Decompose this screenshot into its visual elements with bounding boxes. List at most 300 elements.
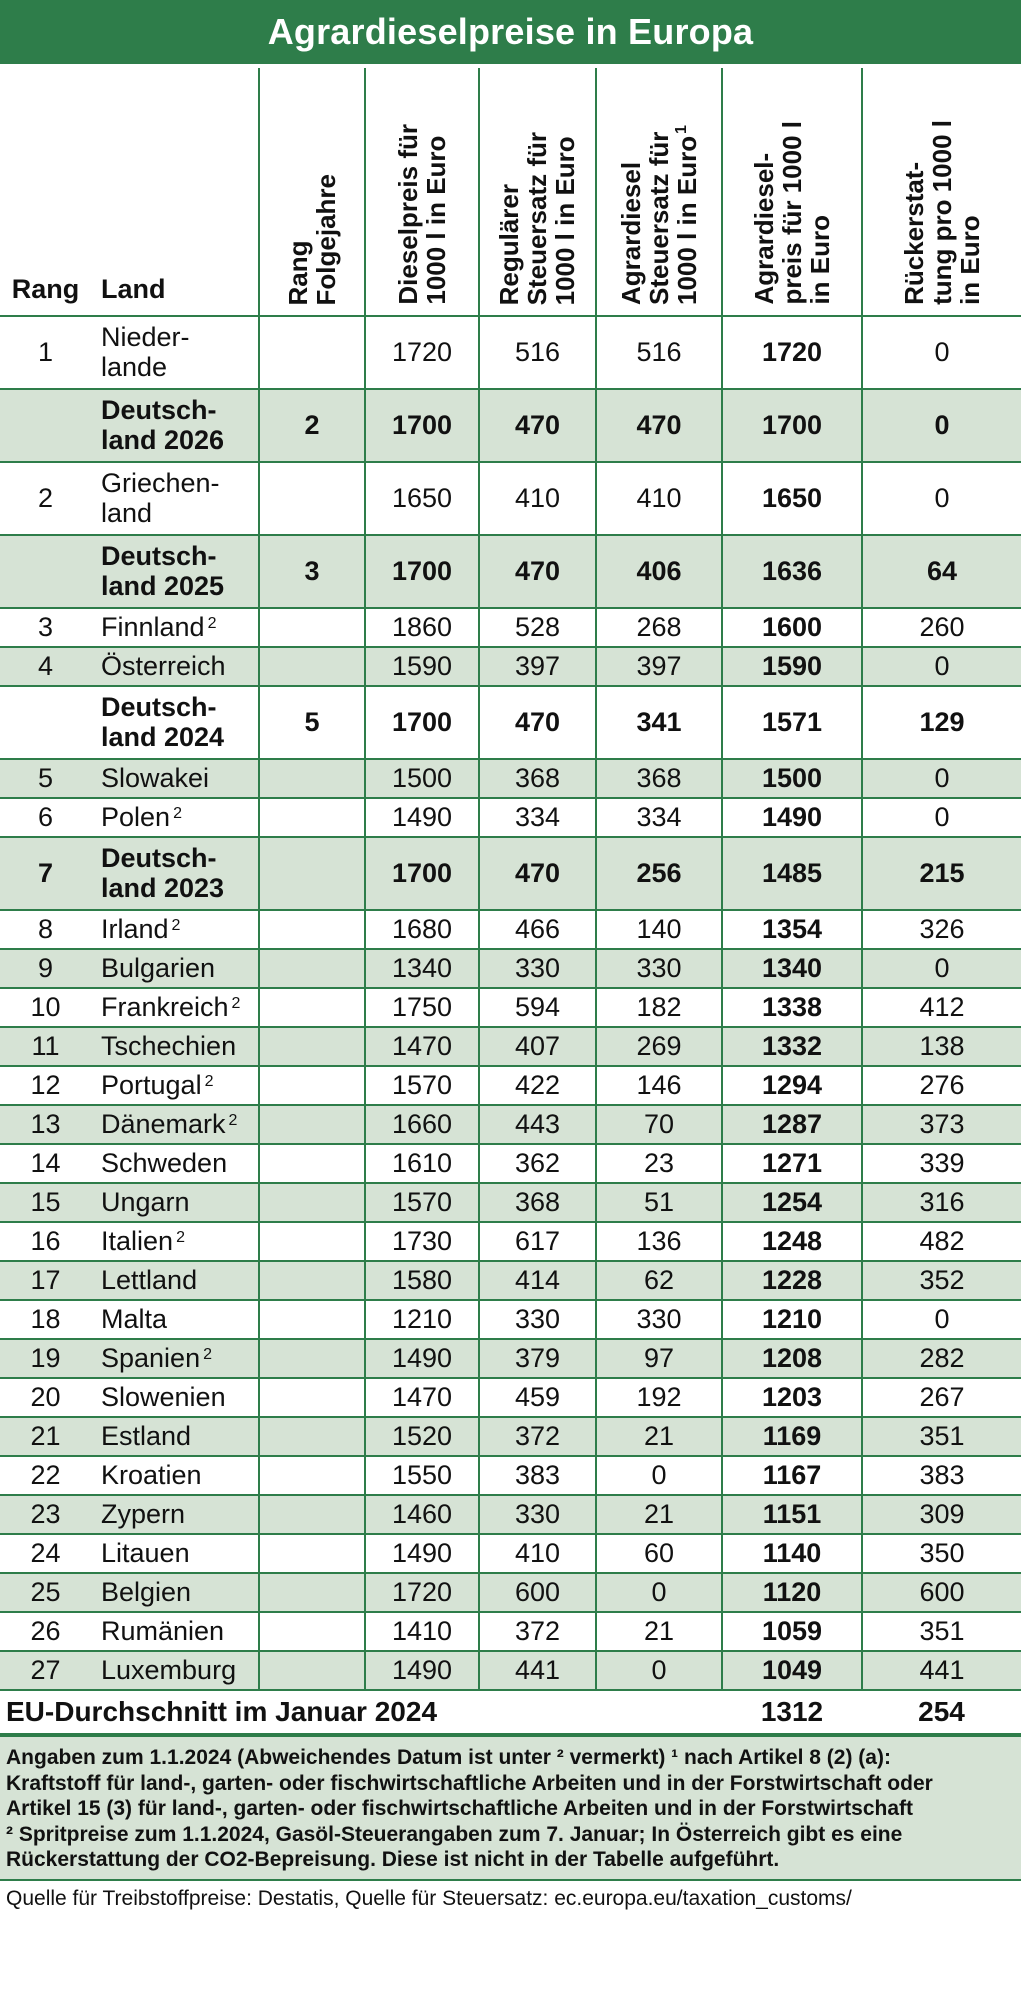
table-row [0, 759, 1021, 798]
footnote-line: Rückerstattung der CO2-Bepreisung. Diese ist nicht in der Tabelle aufgeführt. [6, 1848, 780, 1872]
table-row [0, 316, 1021, 389]
cell-regulaerer-steuersatz: 383 [479, 1456, 596, 1495]
table-row [0, 462, 1021, 535]
cell-regulaerer-steuersatz: 470 [479, 389, 596, 462]
cell-rueckerstattung: 0 [862, 949, 1021, 988]
footnote-line: Angaben zum 1.1.2024 (Abweichendes Datum ist unter ² vermerkt) ¹ nach Artikel 8 (2) (a): [6, 1746, 891, 1769]
header-dieselpreis: Dieselpreis für 1000 l in Euro [365, 68, 479, 316]
cell-rang-folgejahre [259, 988, 365, 1027]
cell-agrardieselpreis: 1271 [722, 1144, 862, 1183]
cell-regulaerer-steuersatz: 368 [479, 1183, 596, 1222]
header-rang-folgejahre: Rang Folgejahre [259, 68, 365, 316]
cell-land: Kroatien [91, 1456, 259, 1495]
table-row [0, 1495, 1021, 1534]
cell-land: Malta [91, 1300, 259, 1339]
cell-land: Spanien $^2$ [91, 1339, 259, 1378]
cell-agrardiesel-steuersatz: 21 [596, 1417, 722, 1456]
cell-dieselpreis: 1500 [365, 759, 479, 798]
cell-rang: 14 [0, 1144, 91, 1183]
cell-regulaerer-steuersatz: 600 [479, 1573, 596, 1612]
cell-agrardiesel-steuersatz: 70 [596, 1105, 722, 1144]
header-agrardiesel-steuersatz: Agrardiesel Steuersatz für 1000 l in Euro$^1$ [596, 68, 722, 316]
footnote-line: Kraftstoff für land-, garten- oder fischwirtschaftliche Arbeiten und in der Forstwirtschaft oder [6, 1771, 933, 1795]
cell-agrardieselpreis: 1287 [722, 1105, 862, 1144]
table-row [0, 1339, 1021, 1378]
cell-dieselpreis: 1700 [365, 837, 479, 910]
cell-rueckerstattung: 282 [862, 1339, 1021, 1378]
cell-dieselpreis: 1660 [365, 1105, 479, 1144]
table-row [0, 837, 1021, 910]
cell-rang-folgejahre [259, 949, 365, 988]
cell-rang-folgejahre: 5 [259, 686, 365, 759]
cell-rang: 22 [0, 1456, 91, 1495]
cell-agrardieselpreis: 1169 [722, 1417, 862, 1456]
cell-dieselpreis: 1700 [365, 389, 479, 462]
page-title: Agrardieselpreise in Europa [0, 0, 1021, 68]
cell-rueckerstattung: 373 [862, 1105, 1021, 1144]
header-rueckerstattung: Rückerstat- tung pro 1000 l in Euro [862, 68, 1021, 316]
cell-rang-folgejahre [259, 1261, 365, 1300]
cell-agrardiesel-steuersatz: 406 [596, 535, 722, 608]
cell-agrardiesel-steuersatz: 62 [596, 1261, 722, 1300]
cell-regulaerer-steuersatz: 617 [479, 1222, 596, 1261]
cell-land: Deutsch- land 2025 [91, 535, 259, 608]
cell-regulaerer-steuersatz: 407 [479, 1027, 596, 1066]
cell-rueckerstattung: 482 [862, 1222, 1021, 1261]
cell-rueckerstattung: 351 [862, 1417, 1021, 1456]
cell-rueckerstattung: 0 [862, 389, 1021, 462]
cell-regulaerer-steuersatz: 410 [479, 1534, 596, 1573]
table-row [0, 949, 1021, 988]
cell-dieselpreis: 1700 [365, 535, 479, 608]
diesel-price-table [0, 68, 1021, 1737]
cell-agrardiesel-steuersatz: 146 [596, 1066, 722, 1105]
eu-average-label: EU-Durchschnitt im Januar 2024 [0, 1690, 722, 1735]
cell-land: Litauen [91, 1534, 259, 1573]
table-row [0, 608, 1021, 647]
cell-agrardiesel-steuersatz: 470 [596, 389, 722, 462]
cell-dieselpreis: 1580 [365, 1261, 479, 1300]
cell-regulaerer-steuersatz: 372 [479, 1612, 596, 1651]
cell-dieselpreis: 1730 [365, 1222, 479, 1261]
cell-rang-folgejahre [259, 910, 365, 949]
cell-agrardiesel-steuersatz: 0 [596, 1573, 722, 1612]
footnotes [0, 1737, 1021, 1879]
cell-regulaerer-steuersatz: 330 [479, 949, 596, 988]
cell-dieselpreis: 1550 [365, 1456, 479, 1495]
table-row [0, 1378, 1021, 1417]
cell-rueckerstattung: 64 [862, 535, 1021, 608]
footnote-2-marker: 2 [207, 614, 217, 632]
cell-agrardiesel-steuersatz: 341 [596, 686, 722, 759]
cell-rang-folgejahre [259, 1495, 365, 1534]
cell-land: Slowakei [91, 759, 259, 798]
cell-rang [0, 686, 91, 759]
cell-agrardieselpreis: 1254 [722, 1183, 862, 1222]
cell-rang-folgejahre [259, 1378, 365, 1417]
cell-rang-folgejahre [259, 608, 365, 647]
cell-regulaerer-steuersatz: 362 [479, 1144, 596, 1183]
cell-agrardieselpreis: 1500 [722, 759, 862, 798]
cell-agrardiesel-steuersatz: 192 [596, 1378, 722, 1417]
cell-agrardieselpreis: 1140 [722, 1534, 862, 1573]
cell-rang [0, 389, 91, 462]
cell-regulaerer-steuersatz: 368 [479, 759, 596, 798]
cell-regulaerer-steuersatz: 441 [479, 1651, 596, 1690]
cell-agrardieselpreis: 1354 [722, 910, 862, 949]
cell-rueckerstattung: 0 [862, 1300, 1021, 1339]
cell-rang-folgejahre [259, 837, 365, 910]
cell-rang: 2 [0, 462, 91, 535]
footnote-2-marker: 2 [228, 1111, 238, 1129]
table-row [0, 1573, 1021, 1612]
cell-land: Irland $^2$ [91, 910, 259, 949]
cell-agrardieselpreis: 1571 [722, 686, 862, 759]
cell-regulaerer-steuersatz: 410 [479, 462, 596, 535]
cell-agrardieselpreis: 1294 [722, 1066, 862, 1105]
cell-land: Deutsch- land 2026 [91, 389, 259, 462]
cell-dieselpreis: 1680 [365, 910, 479, 949]
cell-regulaerer-steuersatz: 470 [479, 535, 596, 608]
cell-land: Portugal $^2$ [91, 1066, 259, 1105]
cell-rang-folgejahre [259, 1651, 365, 1690]
cell-agrardiesel-steuersatz: 136 [596, 1222, 722, 1261]
cell-agrardiesel-steuersatz: 23 [596, 1144, 722, 1183]
cell-rang-folgejahre [259, 1183, 365, 1222]
cell-agrardieselpreis: 1650 [722, 462, 862, 535]
table-row [0, 1300, 1021, 1339]
cell-rueckerstattung: 138 [862, 1027, 1021, 1066]
cell-rueckerstattung: 383 [862, 1456, 1021, 1495]
table-row [0, 1456, 1021, 1495]
cell-agrardiesel-steuersatz: 334 [596, 798, 722, 837]
cell-rang-folgejahre [259, 1456, 365, 1495]
cell-rang: 24 [0, 1534, 91, 1573]
cell-rueckerstattung: 352 [862, 1261, 1021, 1300]
cell-rueckerstattung: 316 [862, 1183, 1021, 1222]
header-agrardieselpreis: Agrardiesel- preis für 1000 l in Euro [722, 68, 862, 316]
cell-rang: 20 [0, 1378, 91, 1417]
cell-rang: 8 [0, 910, 91, 949]
cell-rueckerstattung: 215 [862, 837, 1021, 910]
cell-rang-folgejahre [259, 759, 365, 798]
table-row [0, 988, 1021, 1027]
cell-land: Nieder- lande [91, 316, 259, 389]
cell-regulaerer-steuersatz: 397 [479, 647, 596, 686]
cell-rang: 15 [0, 1183, 91, 1222]
cell-agrardieselpreis: 1210 [722, 1300, 862, 1339]
cell-regulaerer-steuersatz: 594 [479, 988, 596, 1027]
cell-agrardiesel-steuersatz: 51 [596, 1183, 722, 1222]
cell-rang-folgejahre [259, 647, 365, 686]
cell-agrardieselpreis: 1338 [722, 988, 862, 1027]
cell-dieselpreis: 1650 [365, 462, 479, 535]
cell-rueckerstattung: 0 [862, 462, 1021, 535]
cell-agrardiesel-steuersatz: 397 [596, 647, 722, 686]
cell-agrardiesel-steuersatz: 410 [596, 462, 722, 535]
cell-agrardieselpreis: 1490 [722, 798, 862, 837]
table-row [0, 1066, 1021, 1105]
cell-rang: 25 [0, 1573, 91, 1612]
table-row [0, 1144, 1021, 1183]
cell-agrardieselpreis: 1059 [722, 1612, 862, 1651]
cell-regulaerer-steuersatz: 330 [479, 1495, 596, 1534]
cell-agrardieselpreis: 1151 [722, 1495, 862, 1534]
cell-rang-folgejahre: 3 [259, 535, 365, 608]
source-line: Quelle für Treibstoffpreise: Destatis, Quelle für Steuersatz: ec.europa.eu/taxation_customs/ [0, 1879, 1021, 1917]
cell-dieselpreis: 1470 [365, 1378, 479, 1417]
cell-regulaerer-steuersatz: 422 [479, 1066, 596, 1105]
cell-rueckerstattung: 276 [862, 1066, 1021, 1105]
cell-dieselpreis: 1520 [365, 1417, 479, 1456]
cell-rang-folgejahre: 2 [259, 389, 365, 462]
cell-rang: 17 [0, 1261, 91, 1300]
cell-rang: 16 [0, 1222, 91, 1261]
footnote-2-marker: 2 [173, 804, 182, 822]
cell-agrardiesel-steuersatz: 268 [596, 608, 722, 647]
cell-regulaerer-steuersatz: 470 [479, 686, 596, 759]
cell-dieselpreis: 1490 [365, 798, 479, 837]
cell-land: Lettland [91, 1261, 259, 1300]
cell-rueckerstattung: 309 [862, 1495, 1021, 1534]
cell-agrardiesel-steuersatz: 60 [596, 1534, 722, 1573]
cell-dieselpreis: 1720 [365, 316, 479, 389]
cell-dieselpreis: 1460 [365, 1495, 479, 1534]
eu-average-row [0, 1690, 1021, 1735]
cell-agrardieselpreis: 1208 [722, 1339, 862, 1378]
table-row [0, 798, 1021, 837]
cell-regulaerer-steuersatz: 466 [479, 910, 596, 949]
footnote-2-marker: 2 [176, 1228, 185, 1246]
cell-rang: 5 [0, 759, 91, 798]
footnote-line: ² Spritpreise zum 1.1.2024, Gasöl-Steuerangaben zum 7. Januar; In Österreich gibt es eine [6, 1822, 903, 1846]
cell-regulaerer-steuersatz: 470 [479, 837, 596, 910]
table-row [0, 910, 1021, 949]
cell-land: Zypern [91, 1495, 259, 1534]
cell-land: Frankreich $^2$ [91, 988, 259, 1027]
table-row [0, 535, 1021, 608]
cell-rang-folgejahre [259, 1417, 365, 1456]
cell-rang: 18 [0, 1300, 91, 1339]
cell-dieselpreis: 1410 [365, 1612, 479, 1651]
table-header-row [0, 68, 1021, 316]
cell-agrardiesel-steuersatz: 97 [596, 1339, 722, 1378]
cell-rueckerstattung: 0 [862, 316, 1021, 389]
cell-agrardiesel-steuersatz: 0 [596, 1456, 722, 1495]
cell-dieselpreis: 1490 [365, 1651, 479, 1690]
cell-dieselpreis: 1470 [365, 1027, 479, 1066]
cell-agrardieselpreis: 1167 [722, 1456, 862, 1495]
cell-rang: 23 [0, 1495, 91, 1534]
table-row [0, 647, 1021, 686]
cell-rang: 6 [0, 798, 91, 837]
cell-dieselpreis: 1700 [365, 686, 479, 759]
cell-dieselpreis: 1720 [365, 1573, 479, 1612]
cell-regulaerer-steuersatz: 516 [479, 316, 596, 389]
cell-dieselpreis: 1750 [365, 988, 479, 1027]
cell-rueckerstattung: 0 [862, 647, 1021, 686]
cell-rueckerstattung: 412 [862, 988, 1021, 1027]
cell-agrardiesel-steuersatz: 256 [596, 837, 722, 910]
cell-rang: 11 [0, 1027, 91, 1066]
cell-agrardiesel-steuersatz: 21 [596, 1495, 722, 1534]
cell-rang-folgejahre [259, 1534, 365, 1573]
cell-agrardieselpreis: 1340 [722, 949, 862, 988]
cell-rang: 19 [0, 1339, 91, 1378]
eu-average-agrardieselpreis: 1312 [722, 1690, 862, 1735]
table-row [0, 1027, 1021, 1066]
cell-land: Slowenien [91, 1378, 259, 1417]
footnote-2-marker: 2 [204, 1072, 214, 1090]
cell-rueckerstattung: 351 [862, 1612, 1021, 1651]
cell-dieselpreis: 1610 [365, 1144, 479, 1183]
cell-regulaerer-steuersatz: 414 [479, 1261, 596, 1300]
cell-rueckerstattung: 339 [862, 1144, 1021, 1183]
cell-land: Deutsch- land 2024 [91, 686, 259, 759]
header-land: Land [101, 274, 166, 304]
cell-rang-folgejahre [259, 1222, 365, 1261]
cell-rang-folgejahre [259, 1300, 365, 1339]
cell-rang-folgejahre [259, 1339, 365, 1378]
cell-agrardieselpreis: 1485 [722, 837, 862, 910]
cell-land: Rumänien [91, 1612, 259, 1651]
cell-rang [0, 535, 91, 608]
table-row [0, 1261, 1021, 1300]
eu-average-rueckerstattung: 254 [862, 1690, 1021, 1735]
cell-land: Bulgarien [91, 949, 259, 988]
cell-rueckerstattung: 260 [862, 608, 1021, 647]
cell-land: Finnland $^2$ [91, 608, 259, 647]
cell-agrardieselpreis: 1203 [722, 1378, 862, 1417]
cell-rang: 3 [0, 608, 91, 647]
cell-land: Tschechien [91, 1027, 259, 1066]
cell-rang: 9 [0, 949, 91, 988]
table-row [0, 1534, 1021, 1573]
cell-dieselpreis: 1570 [365, 1183, 479, 1222]
cell-land: Griechen- land [91, 462, 259, 535]
cell-agrardiesel-steuersatz: 182 [596, 988, 722, 1027]
cell-agrardieselpreis: 1700 [722, 389, 862, 462]
cell-dieselpreis: 1490 [365, 1534, 479, 1573]
cell-dieselpreis: 1590 [365, 647, 479, 686]
table-row [0, 1612, 1021, 1651]
cell-rueckerstattung: 0 [862, 798, 1021, 837]
cell-land: Dänemark $^2$ [91, 1105, 259, 1144]
cell-land: Österreich [91, 647, 259, 686]
cell-dieselpreis: 1210 [365, 1300, 479, 1339]
cell-dieselpreis: 1570 [365, 1066, 479, 1105]
cell-agrardieselpreis: 1720 [722, 316, 862, 389]
cell-dieselpreis: 1490 [365, 1339, 479, 1378]
cell-rang: 21 [0, 1417, 91, 1456]
cell-rang: 10 [0, 988, 91, 1027]
cell-rang-folgejahre [259, 1066, 365, 1105]
footnote-2-marker: 2 [231, 994, 241, 1012]
cell-regulaerer-steuersatz: 443 [479, 1105, 596, 1144]
cell-agrardiesel-steuersatz: 330 [596, 1300, 722, 1339]
cell-agrardieselpreis: 1590 [722, 647, 862, 686]
cell-agrardiesel-steuersatz: 330 [596, 949, 722, 988]
footnote-line: Artikel 15 (3) für land-, garten- oder fischwirtschaftliche Arbeiten und in der Forstwirtschaft [6, 1797, 914, 1821]
cell-rang: 12 [0, 1066, 91, 1105]
table-row [0, 1417, 1021, 1456]
cell-agrardiesel-steuersatz: 516 [596, 316, 722, 389]
cell-rang-folgejahre [259, 1612, 365, 1651]
cell-land: Luxemburg [91, 1651, 259, 1690]
table-body [0, 316, 1021, 1690]
table-row [0, 1222, 1021, 1261]
footnote-2-marker: 2 [203, 1345, 212, 1363]
cell-rang-folgejahre [259, 1144, 365, 1183]
cell-rang-folgejahre [259, 1105, 365, 1144]
cell-agrardiesel-steuersatz: 269 [596, 1027, 722, 1066]
cell-land: Deutsch- land 2023 [91, 837, 259, 910]
header-regulaerer-steuersatz: Regulärer Steuersatz für 1000 l in Euro [479, 68, 596, 316]
table-row [0, 1651, 1021, 1690]
cell-agrardieselpreis: 1248 [722, 1222, 862, 1261]
cell-dieselpreis: 1340 [365, 949, 479, 988]
cell-rang-folgejahre [259, 462, 365, 535]
cell-rang: 4 [0, 647, 91, 686]
cell-regulaerer-steuersatz: 379 [479, 1339, 596, 1378]
cell-agrardiesel-steuersatz: 368 [596, 759, 722, 798]
cell-rang: 1 [0, 316, 91, 389]
cell-regulaerer-steuersatz: 334 [479, 798, 596, 837]
cell-rang: 26 [0, 1612, 91, 1651]
cell-land: Estland [91, 1417, 259, 1456]
cell-rang-folgejahre [259, 798, 365, 837]
cell-rueckerstattung: 0 [862, 759, 1021, 798]
cell-rueckerstattung: 267 [862, 1378, 1021, 1417]
footnote-1-marker: 1 [673, 125, 691, 134]
cell-land: Belgien [91, 1573, 259, 1612]
cell-rueckerstattung: 441 [862, 1651, 1021, 1690]
cell-agrardiesel-steuersatz: 0 [596, 1651, 722, 1690]
table-row [0, 389, 1021, 462]
cell-land: Ungarn [91, 1183, 259, 1222]
header-rang: Rang [11, 274, 80, 304]
cell-agrardieselpreis: 1636 [722, 535, 862, 608]
cell-rang: 7 [0, 837, 91, 910]
cell-regulaerer-steuersatz: 528 [479, 608, 596, 647]
table-row [0, 686, 1021, 759]
cell-regulaerer-steuersatz: 330 [479, 1300, 596, 1339]
cell-agrardieselpreis: 1600 [722, 608, 862, 647]
cell-agrardiesel-steuersatz: 140 [596, 910, 722, 949]
cell-regulaerer-steuersatz: 459 [479, 1378, 596, 1417]
cell-rang-folgejahre [259, 1027, 365, 1066]
cell-land: Polen $^2$ [91, 798, 259, 837]
cell-agrardieselpreis: 1332 [722, 1027, 862, 1066]
cell-agrardieselpreis: 1049 [722, 1651, 862, 1690]
cell-rueckerstattung: 600 [862, 1573, 1021, 1612]
cell-rang: 27 [0, 1651, 91, 1690]
cell-rang: 13 [0, 1105, 91, 1144]
cell-rang-folgejahre [259, 1573, 365, 1612]
table-row [0, 1183, 1021, 1222]
cell-regulaerer-steuersatz: 372 [479, 1417, 596, 1456]
cell-rueckerstattung: 326 [862, 910, 1021, 949]
cell-rueckerstattung: 350 [862, 1534, 1021, 1573]
cell-rueckerstattung: 129 [862, 686, 1021, 759]
cell-land: Italien $^2$ [91, 1222, 259, 1261]
cell-agrardieselpreis: 1120 [722, 1573, 862, 1612]
cell-agrardiesel-steuersatz: 21 [596, 1612, 722, 1651]
table-row [0, 1105, 1021, 1144]
cell-agrardieselpreis: 1228 [722, 1261, 862, 1300]
footnote-2-marker: 2 [171, 916, 181, 934]
cell-dieselpreis: 1860 [365, 608, 479, 647]
